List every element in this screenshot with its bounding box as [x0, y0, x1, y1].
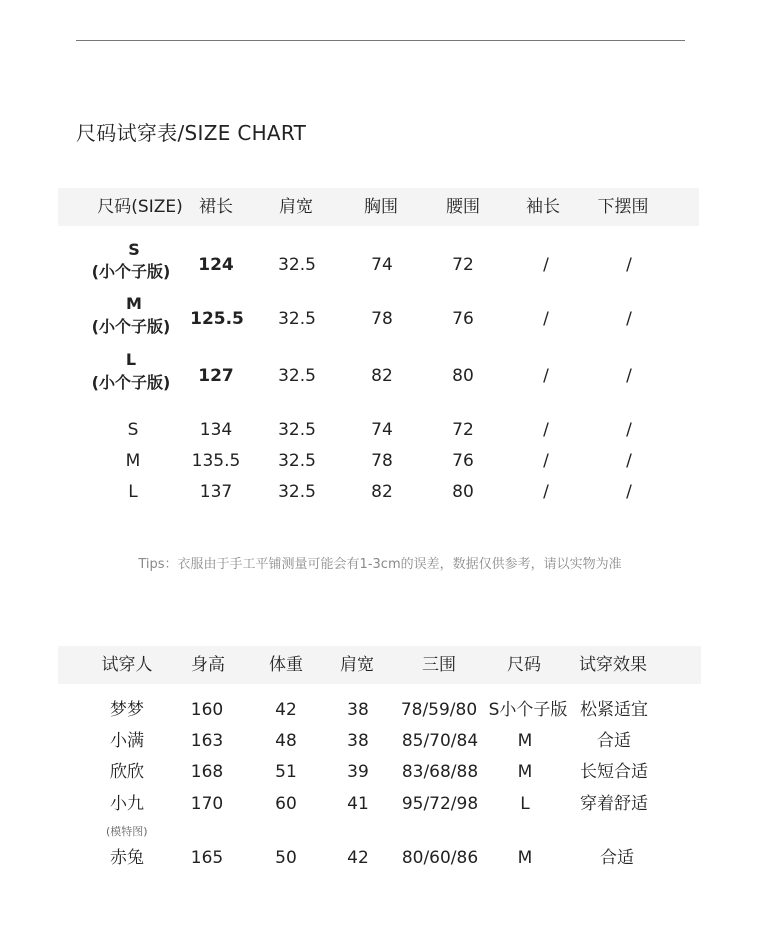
- bust-value: 78: [371, 451, 393, 471]
- length-value: 135.5: [191, 451, 241, 471]
- sleeve-value: /: [543, 366, 549, 386]
- sleeve-value: /: [543, 420, 549, 440]
- wearer-measurements: 83/68/88: [401, 762, 479, 782]
- bust-value: 78: [371, 309, 393, 329]
- shoulder-value: 32.5: [278, 451, 316, 471]
- size-header-length: 裙长: [199, 197, 233, 217]
- wearer-size: S小个子版: [488, 700, 568, 720]
- fit-header-effect: 试穿效果: [579, 655, 647, 675]
- shoulder-value: 32.5: [278, 420, 316, 440]
- wearer-measurements: 95/72/98: [401, 794, 479, 814]
- size-label: M: [125, 451, 141, 471]
- fit-header-name: 试穿人: [101, 655, 153, 675]
- length-value: 127: [198, 366, 234, 386]
- size-header-hem: 下摆围: [597, 197, 649, 217]
- fit-header-height: 身高: [191, 655, 225, 675]
- shoulder-value: 32.5: [278, 366, 316, 386]
- size-label: M: [126, 294, 142, 313]
- size-note: (小个子版): [91, 317, 171, 336]
- hem-value: /: [626, 482, 632, 502]
- wearer-size: M: [517, 848, 533, 868]
- wearer-shoulder: 39: [347, 762, 369, 782]
- shoulder-value: 32.5: [278, 309, 316, 329]
- length-value: 124: [198, 255, 234, 275]
- waist-value: 80: [452, 366, 474, 386]
- wearer-height: 165: [190, 848, 224, 868]
- wearer-height: 163: [190, 731, 224, 751]
- hem-value: /: [626, 255, 632, 275]
- length-value: 134: [199, 420, 233, 440]
- wearer-name: 欣欣: [110, 762, 144, 782]
- wearer-height: 160: [190, 700, 224, 720]
- fit-effect: 穿着舒适: [580, 794, 648, 814]
- bust-value: 82: [371, 482, 393, 502]
- size-note: (小个子版): [91, 373, 171, 392]
- bust-value: 82: [371, 366, 393, 386]
- bust-value: 74: [371, 255, 393, 275]
- wearer-measurements: 78/59/80: [400, 700, 478, 720]
- wearer-measurements: 80/60/86: [401, 848, 479, 868]
- fit-effect: 松紧适宜: [580, 700, 648, 720]
- wearer-shoulder: 38: [347, 700, 369, 720]
- model-photo-note: (模特图): [106, 825, 148, 838]
- shoulder-value: 32.5: [278, 482, 316, 502]
- size-header-waist: 腰围: [446, 197, 480, 217]
- hem-value: /: [626, 309, 632, 329]
- size-header-size: 尺码(SIZE): [97, 197, 183, 217]
- waist-value: 72: [452, 420, 474, 440]
- bust-value: 74: [371, 420, 393, 440]
- wearer-shoulder: 38: [347, 731, 369, 751]
- top-divider: [76, 40, 685, 41]
- wearer-size: M: [517, 762, 533, 782]
- size-label: S: [127, 420, 139, 440]
- length-value: 125.5: [190, 309, 244, 329]
- wearer-name: 小满: [110, 731, 144, 751]
- waist-value: 76: [452, 451, 474, 471]
- sleeve-value: /: [543, 451, 549, 471]
- wearer-height: 168: [190, 762, 224, 782]
- size-header-sleeve: 袖长: [526, 197, 560, 217]
- hem-value: /: [626, 366, 632, 386]
- fit-effect: 长短合适: [580, 762, 648, 782]
- fit-header-size: 尺码: [507, 655, 541, 675]
- length-value: 137: [199, 482, 233, 502]
- size-note: (小个子版): [91, 262, 171, 281]
- fit-effect: 合适: [600, 848, 634, 868]
- sleeve-value: /: [543, 255, 549, 275]
- hem-value: /: [626, 420, 632, 440]
- wearer-weight: 51: [275, 762, 297, 782]
- wearer-name: 赤兔: [110, 848, 144, 868]
- fit-header-shoulder: 肩宽: [340, 655, 374, 675]
- wearer-shoulder: 41: [347, 794, 369, 814]
- shoulder-value: 32.5: [278, 255, 316, 275]
- fit-header-weight: 体重: [269, 655, 303, 675]
- waist-value: 76: [452, 309, 474, 329]
- page-title: 尺码试穿表/SIZE CHART: [76, 121, 307, 145]
- wearer-height: 170: [190, 794, 224, 814]
- size-label: L: [128, 482, 138, 502]
- wearer-shoulder: 42: [347, 848, 369, 868]
- wearer-size: M: [517, 731, 533, 751]
- size-header-shoulder: 肩宽: [279, 197, 313, 217]
- wearer-size: L: [520, 794, 530, 814]
- waist-value: 72: [452, 255, 474, 275]
- wearer-measurements: 85/70/84: [401, 731, 479, 751]
- wearer-name: 小九: [110, 794, 144, 814]
- size-label: S: [128, 240, 140, 259]
- wearer-weight: 60: [275, 794, 297, 814]
- size-label: L: [125, 350, 137, 369]
- waist-value: 80: [452, 482, 474, 502]
- measurement-tips: Tips：衣服由于手工平铺测量可能会有1-3cm的误差，数据仅供参考，请以实物为准: [138, 557, 622, 572]
- wearer-weight: 48: [275, 731, 297, 751]
- wearer-weight: 42: [275, 700, 297, 720]
- sleeve-value: /: [543, 309, 549, 329]
- wearer-name: 梦梦: [110, 700, 144, 720]
- fit-header-measurements: 三围: [422, 655, 456, 675]
- sleeve-value: /: [543, 482, 549, 502]
- wearer-weight: 50: [275, 848, 297, 868]
- hem-value: /: [626, 451, 632, 471]
- size-header-bust: 胸围: [364, 197, 398, 217]
- fit-effect: 合适: [597, 731, 631, 751]
